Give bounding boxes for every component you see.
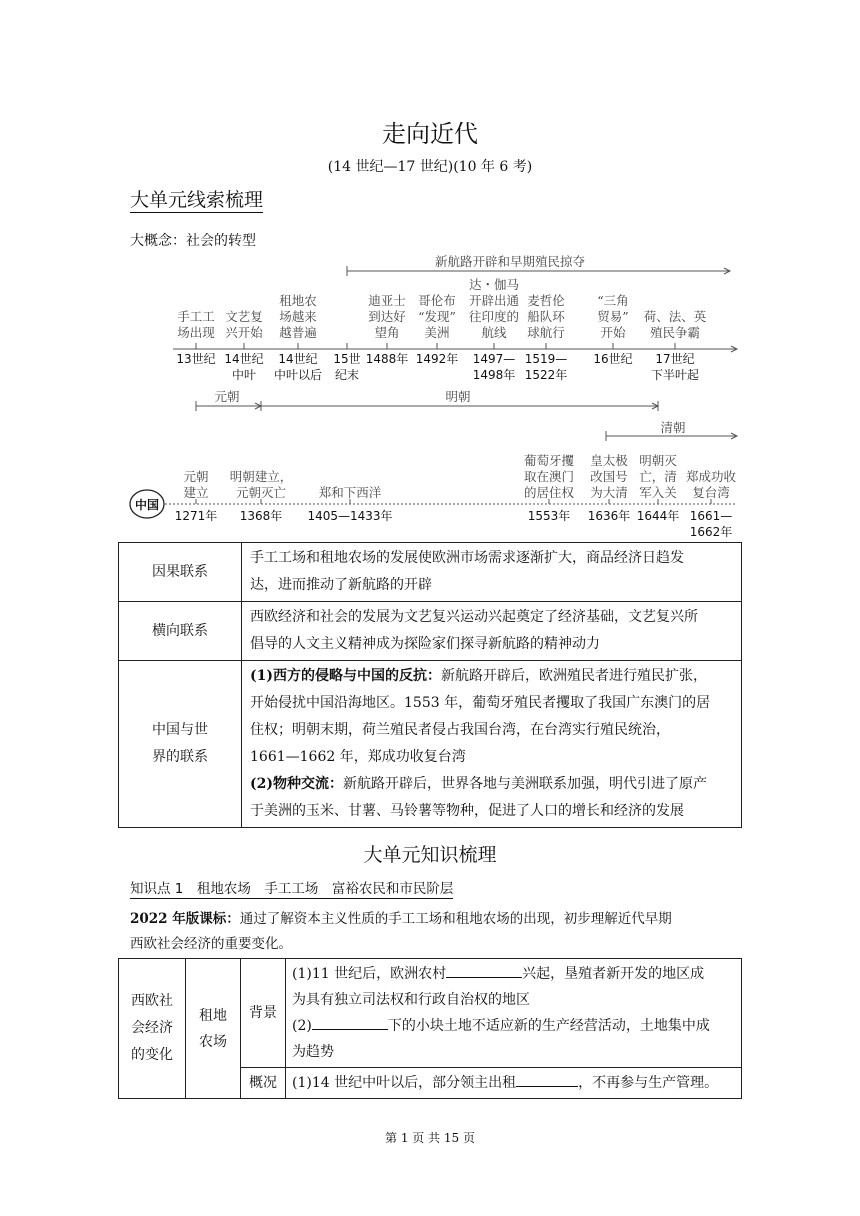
world-event-label: 场出现 [177, 325, 215, 340]
world-event-label: 文艺复 [225, 309, 263, 324]
china-event-label: 的居住权 [523, 485, 575, 500]
world-event-label: 往印度的 [468, 309, 520, 324]
text-line: 会经济 [131, 1020, 173, 1036]
world-event-date: 1519— [524, 352, 568, 366]
world-event-label: “三角 [597, 293, 629, 308]
world-event-label: “发现” [418, 309, 456, 324]
china-event-label: 明朝灭 [639, 453, 677, 468]
text-line [292, 1013, 735, 1039]
world-event-label: 哥伦布 [418, 293, 456, 308]
subcategory-cell [186, 959, 241, 1099]
row-header: 背景 [241, 959, 286, 1068]
curriculum-standard [130, 907, 730, 957]
concept-label: 大概念：社会的转型 [130, 233, 256, 249]
world-event-date: 14世纪 [278, 352, 318, 366]
china-event-date: 1661— [689, 509, 733, 523]
world-event-date: 1497— [472, 352, 516, 366]
page-footer: 第 1 页 共 15 页 [385, 1131, 475, 1145]
text-run: (1)11 世纪后，欧洲农村 [292, 966, 447, 982]
text-line: 于美洲的玉米、甘薯、马铃薯等物种，促进了人口的增长和经济的发展 [250, 803, 684, 819]
world-event-date: 14世纪 [224, 352, 264, 366]
row-header: 概况 [241, 1068, 286, 1099]
table-row [119, 543, 742, 602]
china-event-date: 1662年 [689, 525, 733, 539]
knowledge-table [118, 958, 742, 1099]
world-event-label: 越普遍 [279, 325, 317, 340]
china-event-label: 亡，清 [639, 469, 677, 484]
text-line: 住权；明朝末期，荷兰殖民者侵占我国台湾，在台湾实行殖民统治， [250, 722, 670, 738]
china-badge-label: 中国 [134, 498, 160, 512]
text-line: 西欧经济和社会的发展为文艺复兴运动兴起奠定了经济基础，文艺复兴所 [250, 609, 698, 625]
row-content [242, 543, 742, 602]
text-line: 中国与世 [152, 722, 208, 738]
world-event-label: 望角 [374, 325, 400, 340]
world-event-label: 场越来 [279, 309, 317, 324]
text-line: 的变化 [131, 1047, 173, 1063]
china-event-label: 取在澳门 [523, 469, 575, 484]
china-event-date: 1405—1433年 [307, 509, 393, 523]
row-content [286, 959, 742, 1068]
ming-band-label: 明朝 [445, 389, 471, 404]
world-event-label: 贸易” [597, 309, 629, 324]
world-event-label: 美洲 [424, 325, 450, 340]
china-event-date: 1636年 [587, 509, 631, 523]
world-event-label: 兴开始 [225, 325, 263, 340]
text-line [250, 663, 733, 690]
world-event-date: 16世纪 [593, 352, 633, 366]
bold-lead: (1)西方的侵略与中国的反抗： [250, 668, 441, 684]
text-run: ，不再参与生产管理。 [578, 1075, 719, 1091]
world-band-label: 新航路开辟和早期殖民掠夺 [434, 254, 586, 269]
section-heading: 大单元知识梳理 [363, 844, 497, 866]
text-line: 倡导的人文主义精神成为探险家们探寻新航路的精神动力 [250, 636, 600, 652]
page-subtitle: (14 世纪—17 世纪)(10 年 6 考) [327, 159, 533, 175]
text-run: 新航路开辟后，世界各地与美洲联系加强，明代引进了原产 [343, 776, 707, 792]
china-event-label: 元朝 [183, 469, 209, 484]
world-event-date: 1522年 [524, 368, 568, 382]
china-event-label: 为大清 [590, 485, 628, 500]
world-event-label: 开始 [600, 325, 626, 340]
china-event-label: 军入关 [639, 485, 677, 500]
qing-band-label: 清朝 [660, 420, 686, 435]
world-event-date: 17世纪 [655, 352, 695, 366]
text-line [292, 1070, 735, 1096]
china-event-label: 改国号 [590, 469, 628, 484]
text-line: 为具有独立司法权和行政自治权的地区 [292, 992, 530, 1008]
row-header: 横向联系 [119, 602, 242, 661]
text-line: 为趋势 [292, 1044, 334, 1060]
world-event-date: 1488年 [365, 352, 409, 366]
text-line [250, 771, 733, 798]
row-content [242, 602, 742, 661]
world-event-label: 迪亚士 [368, 293, 406, 308]
text-line: 开始侵扰中国沿海地区。1553 年，葡萄牙殖民者攫取了我国广东澳门的居 [250, 695, 711, 711]
text-run: 下的小块土地不适应新的生产经营活动，土地集中成 [387, 1018, 710, 1034]
row-header: 因果联系 [119, 543, 242, 602]
world-event-label: 达・伽马 [468, 277, 520, 292]
text-line: 界的联系 [152, 749, 208, 765]
china-event-date: 1553年 [527, 509, 571, 523]
world-event-label: 球航行 [527, 325, 565, 340]
text-run: (2) [292, 1018, 312, 1034]
world-event-label: 到达好 [368, 309, 406, 324]
world-event-label: 租地农 [279, 293, 317, 308]
relations-table [118, 542, 742, 828]
fill-blank[interactable] [446, 962, 522, 978]
china-event-label: 建立 [183, 485, 209, 500]
world-event-date: 13世纪 [176, 352, 216, 366]
china-event-date: 1271年 [174, 509, 218, 523]
timeline-diagram [125, 246, 745, 546]
text-run: 兴起，垦殖者新开发的地区成 [522, 966, 705, 982]
world-event-label: 麦哲伦 [527, 293, 565, 308]
world-event-date: 中叶以后 [273, 368, 323, 382]
world-event-date: 1498年 [472, 368, 516, 382]
china-event-date: 1368年 [239, 509, 283, 523]
table-row [119, 661, 742, 828]
world-event-date: 1492年 [415, 352, 459, 366]
china-event-label: 明朝建立， [229, 469, 293, 484]
china-event-label: 复台湾 [692, 485, 730, 500]
text-line: 农场 [199, 1033, 227, 1050]
world-event-label: 船队环 [527, 309, 565, 324]
china-event-label: 元朝灭亡 [235, 485, 287, 500]
table-row [119, 602, 742, 661]
text-line: 租地 [199, 1007, 227, 1024]
text-line [292, 961, 735, 987]
text-line: 手工工场和租地农场的发展使欧洲市场需求逐渐扩大，商品经济日趋发 [250, 550, 684, 566]
world-event-label: 殖民争霸 [649, 325, 701, 340]
china-event-label: 郑和下西洋 [318, 485, 382, 500]
fill-blank[interactable] [516, 1071, 578, 1087]
section-heading: 大单元线索梳理 [130, 189, 264, 211]
standard-label: 2022 年版课标： [130, 911, 240, 927]
row-content [242, 661, 742, 828]
standard-text: 通过了解资本主义性质的手工工场和租地农场的出现，初步理解近代早期 [239, 911, 672, 927]
china-event-date: 1644年 [636, 509, 680, 523]
fill-blank[interactable] [312, 1014, 388, 1030]
world-event-date: 中叶 [231, 368, 257, 382]
text-line: 西欧社 [131, 993, 173, 1009]
row-content [286, 1068, 742, 1099]
standard-text: 西欧社会经济的重要变化。 [130, 936, 292, 952]
row-header [119, 661, 242, 828]
world-event-label: 开辟出通 [468, 293, 520, 308]
yuan-band-label: 元朝 [214, 389, 240, 404]
table-row [119, 959, 742, 1068]
text-run: (1)14 世纪中叶以后，部分领主出租 [292, 1075, 517, 1091]
world-event-date: 15世 [333, 352, 361, 366]
text-line: 1661—1662 年，郑成功收复台湾 [250, 749, 466, 765]
china-event-label: 葡萄牙攫 [523, 453, 575, 468]
world-event-label: 航线 [481, 325, 507, 340]
bold-lead: (2)物种交流： [250, 776, 343, 792]
text-line: 达，进而推动了新航路的开辟 [250, 577, 432, 593]
china-event-label: 皇太极 [590, 453, 628, 468]
category-cell [119, 959, 186, 1099]
world-event-label: 手工工 [177, 309, 215, 324]
china-event-label: 郑成功收 [685, 469, 737, 484]
page-title: 走向近代 [382, 120, 478, 148]
knowledge-point-title: 知识点 1 租地农场 手工工场 富裕农民和市民阶层 [130, 881, 454, 897]
world-event-date: 下半叶起 [650, 368, 700, 382]
text-run: 新航路开辟后，欧洲殖民者进行殖民扩张， [441, 668, 707, 684]
world-event-date: 纪末 [334, 368, 360, 382]
world-event-label: 荷、法、英 [643, 309, 707, 324]
